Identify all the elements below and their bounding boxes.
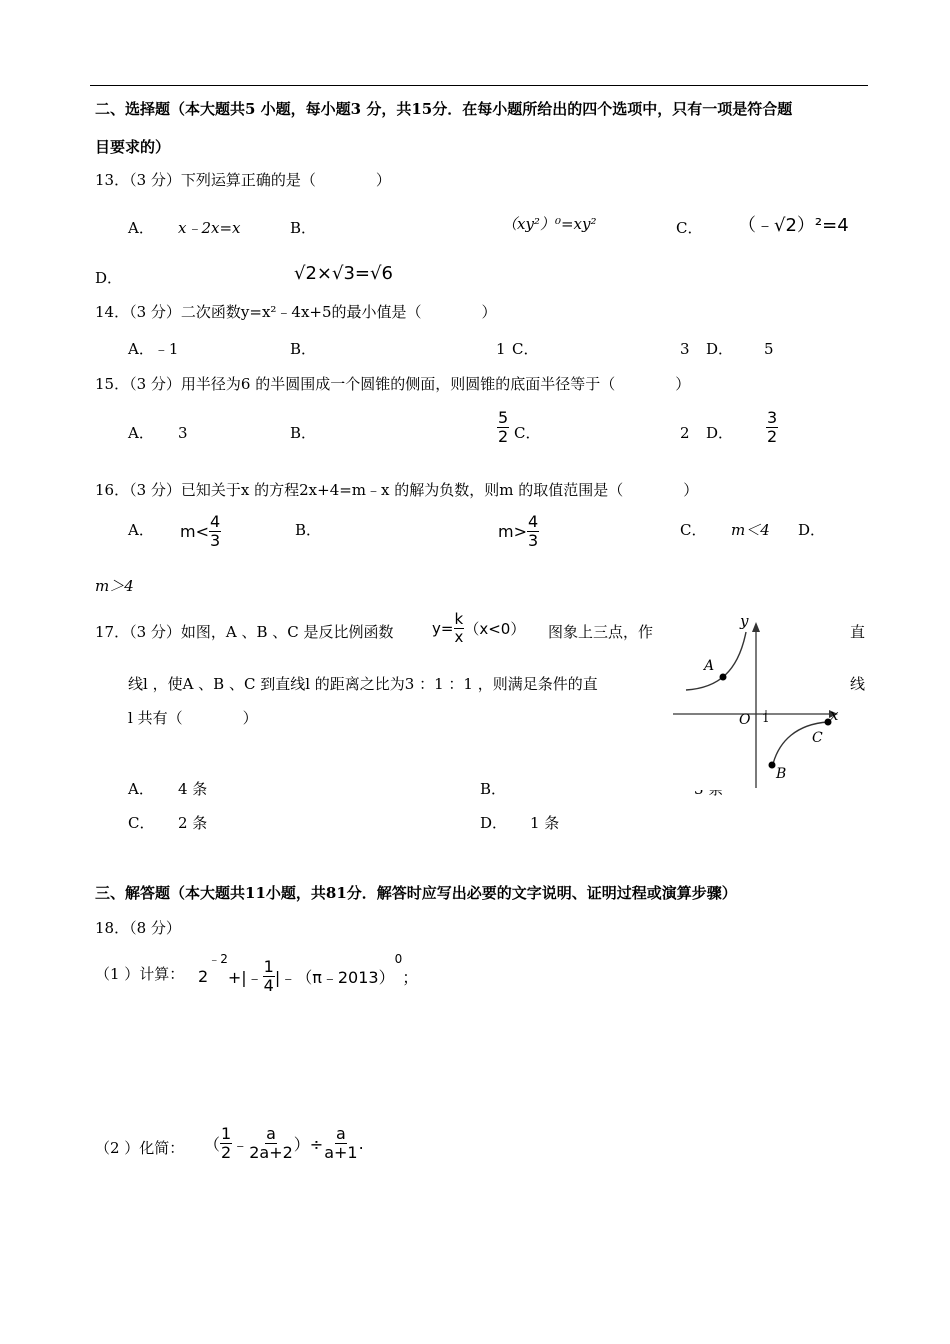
q18-p2-num2: a	[266, 1124, 276, 1143]
q14-stem: 14．（3 分）二次函数y=x²﹣4x+5的最小值是（ ）	[95, 303, 497, 321]
q17-stem-line2: 线l ，使A 、B 、C 到直线l 的距离之比为3 ：1 ：1 ，则满足条件的直	[128, 675, 598, 693]
q16-b-lhs: m>	[498, 522, 527, 541]
q16-option-b	[498, 514, 539, 549]
q18-p1-rest: |﹣（π﹣2013）	[274, 968, 395, 987]
q17-function	[432, 612, 525, 645]
q18-p1-numerator: 1	[263, 957, 274, 976]
q16-a-lhs: m<	[180, 522, 209, 541]
q16-option-d-value: m＞4	[95, 577, 134, 595]
q16-option-c-value: m＜4	[731, 521, 770, 539]
q17-func-lhs: y=	[432, 619, 454, 638]
q15-option-a-label: A．	[128, 424, 154, 442]
point-b-label: B	[776, 766, 787, 782]
q15-option-b-fraction	[497, 410, 509, 445]
q17-stem-part-a: 17．（3 分）如图，A 、B 、C 是反比例函数	[95, 623, 394, 641]
q15-b-denominator: 2	[498, 427, 509, 446]
q17-stem	[95, 622, 394, 642]
q15-option-c-value: 2	[680, 424, 690, 442]
q18-p1-base: 2	[198, 967, 209, 986]
q15-stem: 15．（3 分）用半径为6 的半圆围成一个圆锥的侧面，则圆锥的底面半径等于（ ）	[95, 375, 691, 393]
q13-option-c-label: C．	[676, 219, 703, 237]
q17-func-denominator: x	[454, 628, 464, 646]
q18-p1-abs-open: +|﹣	[227, 968, 263, 987]
point-a-label: A	[704, 658, 715, 674]
q14-option-c-value: 3	[680, 340, 690, 358]
q18-p2-num1: 1	[221, 1124, 232, 1143]
q18-part2-label: （2 ）化简：	[95, 1139, 185, 1157]
q15-option-c-label: C．	[514, 424, 541, 442]
y-axis-label: y	[740, 612, 749, 630]
q13-option-a-label: A．	[128, 219, 154, 237]
q18-part1-expression	[198, 950, 418, 994]
q17-stem-part-b: 图象上三点，作	[548, 623, 654, 641]
q16-option-b-label: B．	[295, 521, 322, 539]
q18-p2-close-div: ）÷	[293, 1135, 324, 1154]
q17-option-c-label: C．	[128, 814, 155, 832]
q18-p2-minus: ﹣	[232, 1135, 249, 1154]
q18-p1-end: ；	[402, 968, 419, 987]
q17-graph	[668, 610, 848, 790]
q16-b-denominator: 3	[528, 531, 539, 550]
q18-p2-num3: a	[336, 1124, 346, 1143]
q13-option-d: √2×√3=√6	[294, 263, 393, 284]
q17-graph-background	[668, 610, 848, 790]
top-rule	[90, 85, 868, 86]
q17-option-d-label: D．	[480, 814, 508, 832]
q17-stem-part-b-end: 直	[850, 623, 866, 641]
q16-option-a-label: A．	[128, 521, 154, 539]
q16-option-c-label: C．	[680, 521, 707, 539]
q14-option-b-label: B．	[290, 340, 317, 358]
q16-a-numerator: 4	[210, 512, 221, 531]
q14-option-d-label: D．	[706, 340, 734, 358]
section3-heading: 三、解答题（本大题共11小题，共81分．解答时应写出必要的文字说明、证明过程或演算步骤）	[95, 884, 737, 902]
q15-d-denominator: 2	[767, 427, 778, 446]
q17-func-numerator: k	[454, 610, 464, 628]
section2-heading: 二、选择题（本大题共5 小题，每小题3 分，共15分．在每小题所给出的四个选项中，只有一项是符合题	[95, 100, 793, 118]
point-c-label: C	[812, 730, 823, 746]
q14-option-a: A．﹣1	[128, 340, 179, 358]
q14-option-b-value: 1	[496, 340, 506, 358]
q15-option-a-value: 3	[178, 424, 188, 442]
q16-option-d-label: D．	[798, 521, 826, 539]
point-a	[720, 674, 727, 681]
q15-b-numerator: 5	[498, 408, 509, 427]
q15-d-numerator: 3	[767, 408, 778, 427]
point-b	[769, 762, 776, 769]
q18-p2-open: （	[204, 1135, 221, 1154]
q18-p2-end: .	[358, 1134, 364, 1153]
q18-part2-expression	[204, 1126, 364, 1161]
q17-option-b-label: B．	[480, 780, 507, 798]
q14-option-d-value: 5	[764, 340, 774, 358]
q16-option-a	[180, 514, 221, 549]
section2-heading-cont: 目要求的）	[95, 138, 171, 156]
q13-option-a: x﹣2x=x	[178, 219, 241, 237]
q13-option-d-label: D．	[95, 269, 123, 287]
q18-part1-label: （1 ）计算：	[95, 965, 185, 983]
q18-p2-den1: 2	[221, 1143, 232, 1162]
q18-p1-exponent: ﹣2	[208, 952, 228, 966]
q16-stem: 16．（3 分）已知关于x 的方程2x+4=m﹣x 的解为负数，则m 的取值范围是（ ）	[95, 481, 699, 499]
q13-option-b-label: B．	[290, 219, 317, 237]
x-axis-label: x	[830, 706, 839, 724]
q16-a-denominator: 3	[210, 531, 221, 550]
q14-option-c-label: C．	[512, 340, 539, 358]
q13-option-b: （xy²）⁰=xy²	[502, 215, 597, 233]
q18-p2-den2: 2a+2	[249, 1143, 293, 1162]
q18-p2-den3: a+1	[324, 1143, 358, 1162]
q17-stem-line2-end: 线	[850, 675, 866, 693]
q18-p1-denominator: 4	[263, 976, 274, 995]
q13-stem: 13．（3 分）下列运算正确的是（ ）	[95, 171, 391, 189]
q17-option-a-value: 4 条	[178, 780, 208, 798]
q17-func-condition: （x<0）	[464, 620, 526, 638]
q17-option-d-value: 1 条	[530, 814, 560, 832]
q18-p1-exponent2: 0	[394, 952, 403, 966]
q15-option-d-label: D．	[706, 424, 734, 442]
q17-stem-line3: l 共有（ ）	[128, 709, 258, 727]
q17-option-c-value: 2 条	[178, 814, 208, 832]
q15-option-d-fraction	[766, 410, 778, 445]
q18-stem: 18．（8 分）	[95, 919, 181, 937]
x-tick-label-1: 1	[762, 711, 770, 725]
origin-label: O	[739, 712, 751, 728]
q17-option-a-label: A．	[128, 780, 154, 798]
q16-b-numerator: 4	[528, 512, 539, 531]
q15-option-b-label: B．	[290, 424, 317, 442]
q13-option-c: （﹣√2）²=4	[738, 215, 849, 236]
